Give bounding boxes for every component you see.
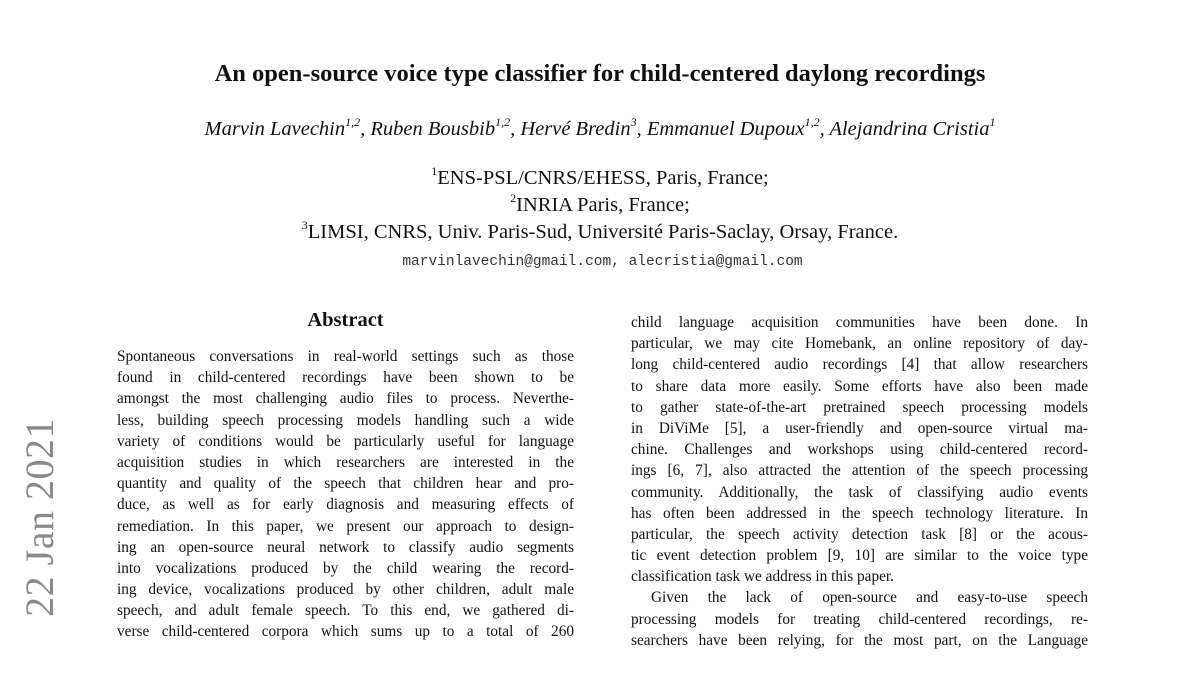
abstract-line: found in child-centered recordings have been shown to be bbox=[117, 369, 574, 387]
introduction-body bbox=[631, 312, 1088, 651]
affiliation-3-text: LIMSI, CNRS, Univ. Paris-Sud, Université Paris-Saclay, Orsay, France. bbox=[307, 221, 899, 243]
author-affiliation-marker: 3 bbox=[630, 115, 637, 129]
body-line: chine. Challenges and workshops using child-centered record- bbox=[631, 441, 1088, 459]
body-line: ings [6, 7], also attracted the attention of the speech processing bbox=[631, 462, 1088, 480]
body-line: to share data more easily. Some efforts have also been made bbox=[631, 377, 1088, 395]
body-line: has often been addressed in the speech technology literature. In bbox=[631, 504, 1088, 522]
affiliation-1-text: ENS-PSL/CNRS/EHESS, Paris, France; bbox=[437, 167, 769, 189]
author-affiliation-marker: 1,2 bbox=[804, 115, 820, 129]
arxiv-side-stamp bbox=[18, 418, 128, 678]
author-name: Emmanuel Dupoux bbox=[646, 118, 805, 140]
body-line: tic event detection problem [9, 10] are similar to the voice type bbox=[631, 547, 1088, 565]
affiliation-2 bbox=[0, 192, 1200, 219]
author-emails: marvinlavechin@gmail.com, alecristia@gmail.com bbox=[402, 254, 803, 270]
abstract-line: ing an open-source neural network to classify audio segments bbox=[117, 538, 574, 556]
affiliation-3-marker: 3 bbox=[301, 218, 308, 232]
affiliation-1 bbox=[0, 165, 1200, 192]
abstract-line: quantity and quality of the speech that children hear and pro- bbox=[117, 475, 574, 493]
author-affiliation-marker: 1,2 bbox=[495, 115, 511, 129]
abstract-line: variety of conditions would be particularly useful for language bbox=[117, 432, 574, 450]
affiliation-2-marker: 2 bbox=[510, 191, 517, 205]
abstract-line: acquisition studies in which researchers are interested in the bbox=[117, 453, 574, 471]
paper-title: An open-source voice type classifier for child-centered daylong recordings bbox=[214, 60, 986, 87]
author-name: Hervé Bredin bbox=[520, 118, 631, 140]
author-affiliation-marker: 1,2 bbox=[345, 115, 361, 129]
body-line: in DiViMe [5], a user-friendly and open-source virtual ma- bbox=[631, 419, 1088, 437]
body-line: community. Additionally, the task of classifying audio events bbox=[631, 483, 1088, 501]
abstract-line: remediation. In this paper, we present our approach to design- bbox=[117, 517, 574, 535]
author-name: Alejandrina Cristia bbox=[829, 118, 990, 140]
affiliation-2-text: INRIA Paris, France; bbox=[516, 194, 690, 216]
author-list bbox=[0, 115, 1200, 143]
abstract-line: amongst the most challenging audio files to process. Neverthe- bbox=[117, 390, 574, 408]
affiliation-3 bbox=[0, 219, 1200, 246]
body-line: classification task we address in this paper. bbox=[631, 568, 894, 586]
abstract-line: ing device, vocalizations produced by other children, adult male bbox=[117, 581, 574, 599]
author-separator: , bbox=[360, 118, 371, 140]
author-separator: , bbox=[510, 118, 521, 140]
abstract-line: speech, and adult female speech. To this end, we gathered di- bbox=[117, 602, 574, 620]
affiliation-1-marker: 1 bbox=[431, 164, 438, 178]
body-line: child language acquisition communities have been done. In bbox=[631, 314, 1088, 331]
author-name: Marvin Lavechin bbox=[204, 118, 346, 140]
author-name: Ruben Bousbib bbox=[370, 118, 496, 140]
arxiv-stamp-date: 22 Jan 2021 bbox=[17, 418, 62, 617]
body-line: particular, we may cite Homebank, an online repository of day- bbox=[631, 335, 1088, 353]
author-affiliation-marker: 1 bbox=[989, 115, 996, 129]
body-line: processing models for treating child-centered recordings, re- bbox=[631, 610, 1088, 628]
body-line: long child-centered audio recordings [4] that allow researchers bbox=[631, 356, 1088, 374]
author-separator: , bbox=[819, 118, 830, 140]
abstract-line: into vocalizations produced by the child wearing the record- bbox=[117, 559, 574, 577]
abstract-line: Spontaneous conversations in real-world settings such as those bbox=[117, 348, 574, 365]
body-line: Given the lack of open-source and easy-to-use speech bbox=[651, 589, 1088, 607]
body-line: to gather state-of-the-art pretrained speech processing models bbox=[631, 398, 1088, 416]
author-separator: , bbox=[636, 118, 647, 140]
body-line: searchers have been relying, for the most part, on the Language bbox=[631, 631, 1088, 649]
body-line: particular, the speech activity detection task [8] or the acous- bbox=[631, 525, 1088, 543]
abstract-line: less, building speech processing models handling such a wide bbox=[117, 411, 574, 429]
abstract-heading: Abstract bbox=[307, 309, 384, 331]
abstract-line: verse child-centered corpora which sums up to a total of 260 bbox=[117, 623, 574, 641]
abstract-line: duce, as well as for early diagnosis and measuring effects of bbox=[117, 496, 574, 514]
abstract-body bbox=[117, 346, 574, 643]
